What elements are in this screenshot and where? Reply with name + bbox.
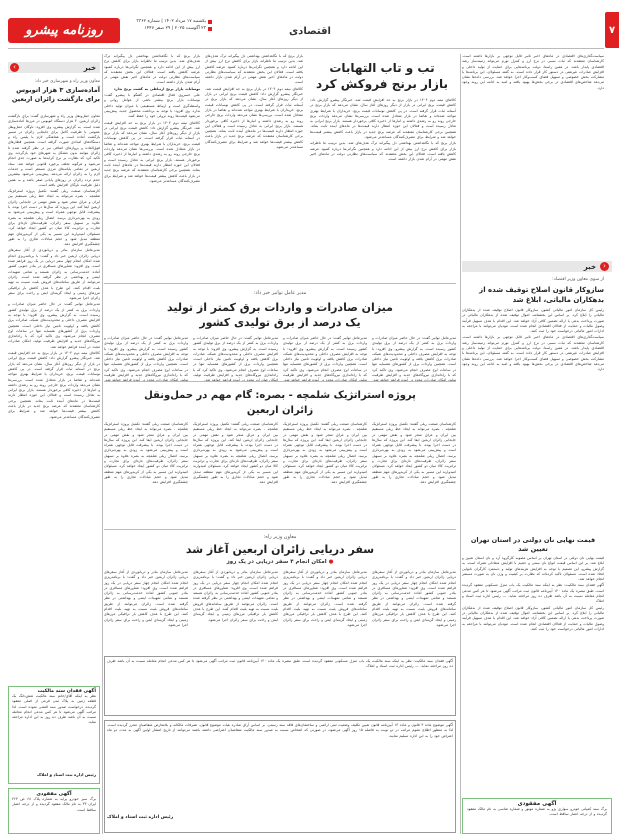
lost-notice-right-body: برگ سند کمپانی خودرو سواری پژو به شماره موتور و شماره شاسی به نام مالک مفقود گردیده و از درجه اعتبار ساقط است. xyxy=(467,807,607,817)
maritime-col3 xyxy=(193,570,278,652)
rice-col2-cont: کالاهای نیمه دوم ۱۴۰۴ در بازار برنج به حد افزایش قیمت شد. خبرنگار پیشرو گزارش داد: کاهش قیمت برنج ایرانی در بازار از دیگر روزهای آغاز سال، نشان می‌دهد که بازار برنج در آستانه ثبات قرار گرفته است. در پی کاهش نوسانات قیمت برنج، خریداران با شرایط بهتری مواجه شده‌اند و تقاضا در بازار متعادل شده است. بررسی‌ها نشان می‌دهد واردات برنج خارجی روند رو به رشدی داشته و انبارها از ذخیره کافی برخوردار هستند. بازار برنج ایرانی به تعادل رسیده است و فعالان این حوزه انتظار دارند قیمت‌ها در ماه‌های آینده ثابت بماند. همچنین برخی کارشناسان معتقدند که عرضه برنج جدید در بازار باعث کاهش بیشتر قیمت‌ها خواهد شد و شرایط برای مصرف‌کنندگان مساعدتر می‌شود. xyxy=(205,86,303,150)
left-top-body: بازار برنج که با نگاهداشتن بهداشتی دل پیگیرانه ترک هدف‌های شد. بدین ترتیب ما ناظرانه بازار برای کاهش نرخ ارز بیش از این ادامه دارد و همچنین نگرانی‌ها درباره کمبود عرضه کاهش یافته است. فعالان این بخش معتقدند که سیاست‌های نظارتی دولت در ماه‌های اخیر نقش مهمی در آرام شدن بازار داشته است. xyxy=(104,54,200,85)
legal-notice-bottom-body: آگهی موضوع ماده ۳ قانون و ماده ۱۳ آیین‌نامه قانون تعیین تکلیف وضعیت ثبتی اراضی و ساختمان‌های فاقد سند رسمی. بر اساس آرای صادره هیات موضوع قانون، تصرفات مالکانه و بلامعارض متقاضیان محرز گردیده است. لذا به منظور اطلاع عموم مراتب در دو نوبت به فاصله ۱۵ روز آگهی می‌شود، در صورتی که اشخاص نسبت به صدور سند مالکیت متقاضیان اعتراضی داشته باشند می‌توانند از تاریخ انتشار اولین آگهی به مدت دو ماه اعتراض خود را به این اداره تسلیم نمایند. xyxy=(107,723,453,738)
rice-divider xyxy=(104,283,456,284)
railway-col3-text: کارشناسان صنعت ریلی گفتند: تکمیل پروژه استراتژیک شلمچه - بصره می‌تواند به ایجاد خط ریلی مستقیم بین ایران و عراق منجر شود و نقش مهمی در جابجایی زائران اربعین ایفا کند. این پروژه که سال‌ها در دست اجرا بوده، با پیشرفت قابل توجهی همراه است و پیش‌بینی می‌شود به زودی به بهره‌برداری برسد. اتصال ریلی شلمچه به بصره علاوه بر تسهیل سفر زائران، ظرفیت‌های تازه‌ای برای تجارت و ترانزیت کالا میان دو کشور ایجاد خواهد کرد. مسئولان امیدوارند این مسیر به یکی از کریدورهای مهم منطقه تبدیل شود و حجم مبادلات تجاری را به طور چشمگیری افزایش دهد. xyxy=(193,422,278,485)
railway-title-line2: زائران اربعین xyxy=(246,405,314,416)
maritime-col3-text: مدیرعامل سازمان بنادر و دریانوردی از آغاز سفرهای دریایی زائران اربعین خبر داد و گفت: با برنامه‌ریزی انجام شده امکان انجام چهار سفر دریایی در یک روز فراهم شده است. وی افزود: شناورهای مسافری در بنادر جنوبی کشور آماده خدمت‌رسانی به زائران هستند و تمامی تمهیدات ایمنی و بهداشتی در نظر گرفته شده است. زائران می‌توانند از طریق سامانه‌های فروش بلیت نسبت به تهیه بلیت اقدام کنند. این طرح با هدف کاهش بار ترافیکی مرزهای زمینی و ایجاد گزینه‌ای ایمن و راحت برای سفر زائران اجرا می‌شود. xyxy=(193,570,278,622)
legal-notice-mid-body: آگهی فقدان سند مالکیت: نظر به اینکه سند مالکیت یک باب منزل مسکونی مفقود گردیده است، طبق تبصره یک ماده ۱۲۰ آیین‌نامه قانون ثبت مراتب آگهی می‌شود تا هر کس مدعی انجام معامله نسبت به آن باشد ظرف ده روز مراجعه نماید. — رئیس اداره ثبت اسناد و املاک xyxy=(107,659,453,669)
railway-col1-text: کارشناسان صنعت ریلی گفتند: تکمیل پروژه استراتژیک شلمچه - بصره می‌تواند به ایجاد خط ریلی مستقیم بین ایران و عراق منجر شود و نقش مهمی در جابجایی زائران اربعین ایفا کند. این پروژه که سال‌ها در دست اجرا بوده، با پیشرفت قابل توجهی همراه است و پیش‌بینی می‌شود به زودی به بهره‌برداری برسد. اتصال ریلی شلمچه به بصره علاوه بر تسهیل سفر زائران، ظرفیت‌های تازه‌ای برای تجارت و ترانزیت کالا میان دو کشور ایجاد خواهد کرد. مسئولان امیدوارند این مسیر به یکی از کریدورهای مهم منطقه تبدیل شود و حجم مبادلات تجاری را به طور چشمگیری افزایش دهد. xyxy=(372,422,456,485)
railway-col2-text: کارشناسان صنعت ریلی گفتند: تکمیل پروژه استراتژیک شلمچه - بصره می‌تواند به ایجاد خط ریلی مستقیم بین ایران و عراق منجر شود و نقش مهمی در جابجایی زائران اربعین ایفا کند. این پروژه که سال‌ها در دست اجرا بوده، با پیشرفت قابل توجهی همراه است و پیش‌بینی می‌شود به زودی به بهره‌برداری برسد. اتصال ریلی شلمچه به بصره علاوه بر تسهیل سفر زائران، ظرفیت‌های تازه‌ای برای تجارت و ترانزیت کالا میان دو کشور ایجاد خواهد کرد. مسئولان امیدوارند این مسیر به یکی از کریدورهای مهم منطقه تبدیل شود و حجم مبادلات تجاری را به طور چشمگیری افزایش دهد. xyxy=(283,422,367,485)
lost-notice-right xyxy=(462,798,612,834)
maritime-title: سفر دریایی زائران اربعین آغاز شد xyxy=(185,543,375,556)
railway-col1 xyxy=(372,422,456,526)
column-divider xyxy=(460,54,461,834)
railway-divider xyxy=(104,529,456,530)
lost-notice-left-1-footer: رئیس اداره ثبت اسناد و املاک xyxy=(37,772,96,777)
electricity-col1-text: مدیرعامل توانیر گفت: در حال حاضر میزان صادرات و واردات برق به کمتر از یک درصد از برق تولیدی کشور رسیده است. به گزارش پیشرو، وی افزود: با توجه به افزایش مصرف داخلی و محدودیت‌های شبکه، صادرات برق کاهش یافته و اولویت تامین نیاز داخلی است. همچنین واردات برق از کشورهای همسایه تنها در ساعات اوج مصرف انجام می‌شود. وی تاکید کرد که با راه‌اندازی نیروگاه‌های جدید و افزایش ظرفیت xyxy=(372,336,456,378)
rice-title xyxy=(310,60,454,92)
bread-title: قیمت نهایی نان دولتی در استان تهران تعیین شد xyxy=(470,536,596,553)
bullet-icon xyxy=(208,27,212,31)
electricity-title xyxy=(104,300,456,330)
electricity-col2-text: مدیرعامل توانیر گفت: در حال حاضر میزان صادرات و واردات برق به کمتر از یک درصد از برق تولیدی کشور رسیده است. به گزارش پیشرو، وی افزود: با توجه به افزایش مصرف داخلی و محدودیت‌های شبکه، صادرات برق کاهش یافته و اولویت تامین نیاز داخلی است. همچنین واردات برق از کشورهای همسایه تنها در ساعات اوج مصرف انجام می‌شود. وی تاکید کرد که با راه‌اندازی نیروگاه‌های جدید و افزایش ظرفیت xyxy=(283,336,367,378)
chevron-icon: ‹ xyxy=(600,262,609,271)
buses-body-cont4: کالاهای نیمه دوم ۱۴۰۴ در بازار برنج به حد افزایش قیمت شد. خبرنگار پیشرو گزارش داد: کاهش قیمت برنج ایرانی در بازار از دیگر روزهای آغاز سال، نشان می‌دهد که بازار برنج در آستانه ثبات قرار گرفته است. در پی کاهش نوسانات قیمت برنج، خریداران با شرایط بهتری مواجه شده‌اند و تقاضا در بازار متعادل شده است. بررسی‌ها نشان می‌دهد واردات برنج خارجی روند رو به رشدی داشته و انبارها از ذخیره کافی برخوردار هستند. بازار برنج ایرانی به تعادل رسیده است و فعالان این حوزه انتظار دارند قیمت‌ها در ماه‌های آینده ثابت بماند. همچنین برخی کارشناسان معتقدند که عرضه برنج جدید در بازار باعث کاهش بیشتر قیمت‌ها خواهد شد و شرایط برای مصرف‌کنندگان مساعدتر می‌شود. xyxy=(8,351,100,419)
legal-notice-bottom-footer: رئیس اداره ثبت اسناد و املاک xyxy=(107,815,174,820)
railway-title xyxy=(104,388,456,418)
railway-title-line1: پروژه استراتژیک شلمچه - بصره: گام مهم در حمل‌ونقل xyxy=(144,390,416,401)
buses-body xyxy=(8,114,100,682)
bread-body xyxy=(462,556,604,796)
left-top-body2: علی خسروی فعال اقتصادی در گفتگو با پیشرو گفت: نوسانات بازار برنج بیشتر ناشی از عوامل روانی و واسطه‌گری است و ارتباط مستقیمی با میزان تولید داخلی ندارد. وی افزود: با توجه به برداشت محصول جدید، پیش‌بینی می‌شود قیمت‌ها روند نزولی خود را حفظ کنند. xyxy=(104,93,200,119)
buses-body-cont: کارشناسان صنعت ریلی گفتند: تکمیل پروژه استراتژیک شلمچه - بصره می‌تواند به ایجاد خط ریلی مستقیم بین ایران و عراق منجر شود و نقش مهمی در جابجایی زائران اربعین ایفا کند. این پروژه که سال‌ها در دست اجرا بوده، با پیشرفت قابل توجهی همراه است و پیش‌بینی می‌شود به زودی به بهره‌برداری برسد. اتصال ریلی شلمچه به بصره علاوه بر تسهیل سفر زائران، ظرفیت‌های تازه‌ای برای تجارت و ترانزیت کالا میان دو کشور ایجاد خواهد کرد. مسئولان امیدوارند این مسیر به یکی از کریدورهای مهم منطقه تبدیل شود و حجم مبادلات تجاری را به طور چشمگیری افزایش دهد. xyxy=(8,189,100,247)
railway-col4 xyxy=(104,422,188,526)
buses-body-cont3: مدیرعامل توانیر گفت: در حال حاضر میزان صادرات و واردات برق به کمتر از یک درصد از برق تولیدی کشور رسیده است. به گزارش پیشرو، وی افزود: با توجه به افزایش مصرف داخلی و محدودیت‌های شبکه، صادرات برق کاهش یافته و اولویت تامین نیاز داخلی است. همچنین واردات برق از کشورهای همسایه تنها در ساعات اوج مصرف انجام می‌شود. وی تاکید کرد که با راه‌اندازی نیروگاه‌های جدید و افزایش ظرفیت تولید، امکان صادرات مجدد در آینده فراهم خواهد شد. xyxy=(8,302,100,349)
electricity-col4-text: مدیرعامل توانیر گفت: در حال حاضر میزان صادرات و واردات برق به کمتر از یک درصد از برق تولیدی کشور رسیده است. به گزارش پیشرو، وی افزود: با توجه به افزایش مصرف داخلی و محدودیت‌های شبکه، صادرات برق کاهش یافته و اولویت تامین نیاز داخلی است. همچنین واردات برق از کشورهای همسایه تنها در ساعات اوج مصرف انجام می‌شود. وی تاکید کرد که با راه‌اندازی نیروگاه‌های جدید و افزایش ظرفیت xyxy=(104,336,188,378)
left-top-article xyxy=(104,54,200,278)
law-body xyxy=(462,308,604,516)
rice-title-line1: تب و تاب التهابات xyxy=(329,61,435,75)
logo-text: روزنامه پیشرو xyxy=(25,23,103,38)
law-body-cont: سیاست‌گذاری‌های اقتصادی در ماه‌های اخیر تاثیر قابل توجهی بر بازارها داشته است. کارشناسان معتقدند که ثبات نسبی در نرخ ارز و کنترل تورم می‌تواند زمینه‌ساز رشد اقتصادی پایدار باشد. در همین راستا، دولت برنامه‌هایی برای حمایت از تولید داخلی و افزایش صادرات غیرنفتی در دستور کار قرار داده است. به گفته مسئولان، این برنامه‌ها با مشارکت بخش خصوصی و تسهیل فضای کسب‌وکار اجرا خواهد شد. بررسی داده‌ها نشان می‌دهد شاخص‌های اقتصادی در برخی بخش‌ها بهبود یافته و امید به ادامه این روند وجود دارد. xyxy=(462,335,604,372)
page-number-badge xyxy=(605,12,619,48)
electricity-col4 xyxy=(104,336,188,378)
lost-notice-left-1-title: آگهی فقدان سند مالکیت xyxy=(37,689,96,694)
bullet-icon: ● xyxy=(328,559,334,565)
rice-body xyxy=(310,98,456,278)
electricity-col1 xyxy=(372,336,456,378)
railway-col4-text: کارشناسان صنعت ریلی گفتند: تکمیل پروژه استراتژیک شلمچه - بصره می‌تواند به ایجاد خط ریلی مستقیم بین ایران و عراق منجر شود و نقش مهمی در جابجایی زائران اربعین ایفا کند. این پروژه که سال‌ها در دست اجرا بوده، با پیشرفت قابل توجهی همراه است و پیش‌بینی می‌شود به زودی به بهره‌برداری برسد. اتصال ریلی شلمچه به بصره علاوه بر تسهیل سفر زائران، ظرفیت‌های تازه‌ای برای تجارت و ترانزیت کالا میان دو کشور ایجاد خواهد کرد. مسئولان امیدوارند این مسیر به یکی از کریدورهای مهم منطقه تبدیل شود و حجم مبادلات تجاری را به طور چشمگیری افزایش دهد. xyxy=(104,422,188,485)
electricity-kicker: مدیر عامل توانیر خبر داد: xyxy=(253,290,307,296)
header-rule xyxy=(8,48,604,49)
bullet-icon xyxy=(208,20,212,24)
electricity-title-line2: یک درصد از برق تولیدی کشور xyxy=(199,316,361,329)
column-divider xyxy=(102,54,103,834)
right-top-article xyxy=(462,54,604,256)
chevron-icon: › xyxy=(10,63,19,72)
electricity-col3 xyxy=(193,336,278,378)
law-body-text: رئیس کل سازمان امور مالیاتی کشور، سازوکار قانون اصلاح توقیف شده از بدهکاران مالیاتی را ابلاغ کرد. بر اساس این بخشنامه، اموال توقیف شده از بدهکاران مالیاتی در صورت پرداخت بدهی یا ارائه تضمین کافی آزاد خواهد شد. این اقدام با هدف تسهیل فرآیند وصول مالیات و حمایت از فعالان اقتصادی انجام شده است. مودیان می‌توانند با مراجعه به ادارات امور مالیاتی درخواست خود را ثبت کنند. xyxy=(462,308,604,334)
rice-col2 xyxy=(205,54,303,278)
maritime-col2 xyxy=(283,570,367,652)
lost-notice-left-2-body: برگ سبز خودرو پراید به شماره پلاک ۶۸ ص ۴۶۳ ایران ۳۳ به نام مالک مفقود گردیده و از درجه اعتبار ساقط است. xyxy=(12,797,96,812)
lost-notice-left-1 xyxy=(8,686,100,784)
page-number: ۷ xyxy=(608,24,616,36)
electricity-col3-text: مدیرعامل توانیر گفت: در حال حاضر میزان صادرات و واردات برق به کمتر از یک درصد از برق تولیدی کشور رسیده است. به گزارش پیشرو، وی افزود: با توجه به افزایش مصرف داخلی و محدودیت‌های شبکه، صادرات برق کاهش یافته و اولویت تامین نیاز داخلی است. همچنین واردات برق از کشورهای همسایه تنها در ساعات اوج مصرف انجام می‌شود. وی تاکید کرد که با راه‌اندازی نیروگاه‌های جدید و افزایش ظرفیت تولید، xyxy=(193,336,278,378)
law-kicker: از سوی معاون وزیر اقتصاد: xyxy=(552,277,604,282)
buses-kicker: معاون وزیر راه و شهرسازی خبر داد: xyxy=(34,79,100,84)
newspaper-logo xyxy=(8,18,120,43)
railway-col2 xyxy=(283,422,367,526)
left-top-subtitle: نوسانات بازار برنج ارتباطی به کشت برنج ندارد xyxy=(113,86,200,91)
railway-col3 xyxy=(193,422,278,526)
maritime-subtitle-text: امکان انجام ۴ سفر دریایی در یک روز xyxy=(226,559,327,565)
maritime-col4 xyxy=(104,570,188,652)
lost-notice-left-1-body: نظر به اینکه آقای/خانم سند مالکیت شش‌دانگ یک قطعه زمین به پلاک ثبتی فرعی از اصلی مفقود گردیده، درخواست صدور سند المثنی نموده است. لذا مراتب آگهی می‌شود تا هر کس مدعی انجام معامله نسبت به آن باشد ظرف ده روز به این اداره مراجعه نماید. xyxy=(12,694,96,725)
electricity-title-line1: میزان صادرات و واردات برق کمتر از تولید xyxy=(167,301,393,314)
law-title: سازوکار قانون اصلاح توقیف شده از بدهکاران مالیاتی، ابلاغ شد xyxy=(479,286,604,304)
maritime-subtitle xyxy=(104,559,456,565)
law-section-label: خبر xyxy=(583,262,596,271)
date-block xyxy=(128,18,212,32)
masthead xyxy=(0,0,620,50)
buses-section-label: خبر xyxy=(83,63,96,72)
legal-notice-mid xyxy=(104,656,456,716)
lost-notice-left-2 xyxy=(8,788,100,834)
legal-notice-bottom xyxy=(104,720,456,833)
right-top-body: سیاست‌گذاری‌های اقتصادی در ماه‌های اخیر تاثیر قابل توجهی بر بازارها داشته است. کارشناسان معتقدند که ثبات نسبی در نرخ ارز و کنترل تورم می‌تواند زمینه‌ساز رشد اقتصادی پایدار باشد. در همین راستا، دولت برنامه‌هایی برای حمایت از تولید داخلی و افزایش صادرات غیرنفتی در دستور کار قرار داده است. به گفته مسئولان، این برنامه‌ها با مشارکت بخش خصوصی و تسهیل فضای کسب‌وکار اجرا خواهد شد. بررسی داده‌ها نشان می‌دهد شاخص‌های اقتصادی در برخی بخش‌ها بهبود یافته و امید به ادامه این روند وجود دارد. xyxy=(462,54,604,90)
rice-col2-text: بازار برنج که با نگاهداشتن بهداشتی دل پیگیرانه ترک هدف‌های شد. بدین ترتیب ما ناظرانه بازار برای کاهش نرخ ارز بیش از این ادامه دارد و همچنین نگرانی‌ها درباره کمبود عرضه کاهش یافته است. فعالان این بخش معتقدند که سیاست‌های نظارتی دولت در ماه‌های اخیر نقش مهمی در آرام شدن بازار داشته است. xyxy=(205,54,303,85)
bread-body-text: قیمت نهایی نان دولتی در استان تهران بر اساس مصوبه کارگروه آرد و نان استان تعیین و ابلاغ شد. بر این اساس قیمت انواع نان سنتی و حجیم با افزایش متعادلی همراه است. به گزارش پیشرو، این تصمیم با توجه به افزایش هزینه‌های تولید و دستمزد کارگران نانوایی اتخاذ شده است. مسئولان تاکید کرده‌اند که نظارت بر کیفیت و وزن نان به صورت مستمر انجام خواهد شد. xyxy=(462,556,604,582)
section-title: اقتصادی xyxy=(289,26,331,37)
law-section-bar xyxy=(462,261,612,272)
electricity-divider xyxy=(104,381,456,382)
buses-body-cont2: مدیرعامل سازمان بنادر و دریانوردی از آغاز سفرهای دریایی زائران اربعین خبر داد و گفت: با برنامه‌ریزی انجام شده امکان انجام چهار سفر دریایی در یک روز فراهم شده است. وی افزود: شناورهای مسافری در بنادر جنوبی کشور آماده خدمت‌رسانی به زائران هستند و تمامی تمهیدات ایمنی و بهداشتی در نظر گرفته شده است. زائران می‌توانند از طریق سامانه‌های فروش بلیت نسبت به تهیه بلیت اقدام کنند. این طرح با هدف کاهش بار ترافیکی مرزهای زمینی و ایجاد گزینه‌ای ایمن و راحت برای سفر زائران اجرا می‌شود. xyxy=(8,248,100,301)
electricity-col2 xyxy=(283,336,367,378)
rice-body-text: کالاهای نیمه دوم ۱۴۰۴ در بازار برنج به حد افزایش قیمت شد. خبرنگار پیشرو گزارش داد: کاهش قیمت برنج ایرانی در بازار از دیگر روزهای آغاز سال، نشان می‌دهد که بازار برنج در آستانه ثبات قرار گرفته است. در پی کاهش نوسانات قیمت برنج، خریداران با شرایط بهتری مواجه شده‌اند و تقاضا در بازار متعادل شده است. بررسی‌ها نشان می‌دهد واردات برنج خارجی روند رو به رشدی داشته و انبارها از ذخیره کافی برخوردار هستند. بازار برنج ایرانی به تعادل رسیده است و فعالان این حوزه انتظار دارند قیمت‌ها در ماه‌های آینده ثابت بماند. همچنین برخی کارشناسان معتقدند که عرضه برنج جدید در بازار باعث کاهش بیشتر قیمت‌ها خواهد شد و شرایط برای مصرف‌کنندگان مساعدتر می‌شود. xyxy=(310,98,456,140)
bread-body-cont: آگهی فقدان سند مالکیت: نظر به اینکه سند مالکیت یک باب منزل مسکونی مفقود گردیده است، طبق تبصره یک ماده ۱۲۰ آیین‌نامه قانون ثبت مراتب آگهی می‌شود تا هر کس مدعی انجام معامله نسبت به آن باشد ظرف ده روز مراجعه نماید. — رئیس اداره ثبت اسناد و املاک xyxy=(462,583,605,604)
rice-body-cont: بازار برنج که با نگاهداشتن بهداشتی دل پیگیرانه ترک هدف‌های شد. بدین ترتیب ما ناظرانه بازار برای کاهش نرخ ارز بیش از این ادامه دارد و همچنین نگرانی‌ها درباره کمبود عرضه کاهش یافته است. فعالان این بخش معتقدند که سیاست‌های نظارتی دولت در ماه‌های اخیر نقش مهمی در آرام شدن بازار داشته است. xyxy=(310,141,456,162)
buses-body-text: معاون حمل‌ونقل وزیر راه و شهرسازی گفت: برای بازگشت زائران اربعین، ۳ هزار دستگاه اتوبوس در مرزها آماده‌سازی شده است. به گزارش پیشرو، وی افزود: ناوگان حمل‌ونقل عمومی با ظرفیت کامل برای جابجایی زائران در مسیر بازگشت آماده است و هماهنگی لازم با پلیس راه و دستگاه‌های امدادی صورت گرفته است. همچنین قطارهای فوق‌العاده و پروازهای اضافی نیز در نظر گرفته شده تا زائران بتوانند بدون مشکل به شهرهای خود بازگردند. وی تاکید کرد که نظارت بر نرخ کرایه‌ها به صورت جدی انجام می‌شود و هرگونه تخلف برخورد قانونی خواهد شد. ستاد اربعین در تمامی پایانه‌های مرزی مستقر است و خدمات لازم را به زائران ارائه می‌دهد. پیش‌بینی می‌شود بیشترین حجم تردد زائران در روزهای پایانی صفر باشد و به همین دلیل ظرفیت ناوگان افزایش یافته است. xyxy=(7,114,100,187)
date-line-2: ۲۳ آگوست ۲۰۲۵ | ۲۹ صفر ۱۴۴۷ xyxy=(144,26,206,31)
maritime-col1 xyxy=(372,570,456,652)
rice-title-line2: بازار برنج فروکش کرد xyxy=(316,77,448,91)
bread-body-cont2: رئیس کل سازمان امور مالیاتی کشور، سازوکار قانون اصلاح توقیف شده از بدهکاران مالیاتی را ابلاغ کرد. بر اساس این بخشنامه، اموال توقیف شده از بدهکاران مالیاتی در صورت پرداخت بدهی یا ارائه تضمین کافی آزاد خواهد شد. این اقدام با هدف تسهیل فرآیند وصول مالیات و حمایت از فعالان اقتصادی انجام شده است. مودیان می‌توانند با مراجعه به ادارات امور مالیاتی درخواست خود را ثبت کنند. xyxy=(462,605,604,631)
lost-notice-right-title: آگهی مفقودی xyxy=(517,801,557,807)
lost-notice-left-2-title: آگهی مفقودی xyxy=(36,791,72,797)
maritime-kicker: معاون وزیر راه: xyxy=(263,534,297,540)
left-top-cont: کالاهای نیمه دوم ۱۴۰۴ در بازار برنج به حد افزایش قیمت شد. خبرنگار پیشرو گزارش داد: کاهش قیمت برنج ایرانی در بازار از دیگر روزهای آغاز سال، نشان می‌دهد که بازار برنج در آستانه ثبات قرار گرفته است. در پی کاهش نوسانات قیمت برنج، خریداران با شرایط بهتری مواجه شده‌اند و تقاضا در بازار متعادل شده است. بررسی‌ها نشان می‌دهد واردات برنج خارجی روند رو به رشدی داشته و انبارها از ذخیره کافی برخوردار هستند. بازار برنج ایرانی به تعادل رسیده است و فعالان این حوزه انتظار دارند قیمت‌ها در ماه‌های آینده ثابت بماند. همچنین برخی کارشناسان معتقدند که عرضه برنج جدید در بازار باعث کاهش بیشتر قیمت‌ها خواهد شد و شرایط برای مصرف‌کنندگان مساعدتر می‌شود. xyxy=(104,120,200,183)
date-line-1: یکشنبه ۱۷ مرداد ۱۴۰۲ | شماره ۳۳۶۲ xyxy=(136,19,206,24)
maritime-col1-text: مدیرعامل سازمان بنادر و دریانوردی از آغاز سفرهای دریایی زائران اربعین خبر داد و گفت: با برنامه‌ریزی انجام شده امکان انجام چهار سفر دریایی در یک روز فراهم شده است. وی افزود: شناورهای مسافری در بنادر جنوبی کشور آماده خدمت‌رسانی به زائران هستند و تمامی تمهیدات ایمنی و بهداشتی در نظر گرفته شده است. زائران می‌توانند از طریق سامانه‌های فروش بلیت نسبت به تهیه بلیت اقدام کنند. این طرح با هدف کاهش بار ترافیکی مرزهای زمینی و ایجاد گزینه‌ای ایمن و راحت برای سفر زائران اجرا می‌شود. xyxy=(372,570,456,627)
buses-title: آماده‌سازی ۳ هزار اتوبوس برای بازگشت زائران اربعین xyxy=(11,86,100,103)
maritime-col4-text: مدیرعامل سازمان بنادر و دریانوردی از آغاز سفرهای دریایی زائران اربعین خبر داد و گفت: با برنامه‌ریزی انجام شده امکان انجام چهار سفر دریایی در یک روز فراهم شده است. وی افزود: شناورهای مسافری در بنادر جنوبی کشور آماده خدمت‌رسانی به زائران هستند و تمامی تمهیدات ایمنی و بهداشتی در نظر گرفته شده است. زائران می‌توانند از طریق سامانه‌های فروش بلیت نسبت به تهیه بلیت اقدام کنند. این طرح با هدف کاهش بار ترافیکی مرزهای زمینی و ایجاد گزینه‌ای ایمن و راحت برای سفر زائران اجرا می‌شود. xyxy=(104,570,188,627)
buses-section-bar xyxy=(8,62,100,73)
maritime-col2-text: مدیرعامل سازمان بنادر و دریانوردی از آغاز سفرهای دریایی زائران اربعین خبر داد و گفت: با برنامه‌ریزی انجام شده امکان انجام چهار سفر دریایی در یک روز فراهم شده است. وی افزود: شناورهای مسافری در بنادر جنوبی کشور آماده خدمت‌رسانی به زائران هستند و تمامی تمهیدات ایمنی و بهداشتی در نظر گرفته شده است. زائران می‌توانند از طریق سامانه‌های فروش بلیت نسبت به تهیه بلیت اقدام کنند. این طرح با هدف کاهش بار ترافیکی مرزهای زمینی و ایجاد گزینه‌ای ایمن و راحت برای سفر زائران اجرا می‌شود. xyxy=(283,570,367,627)
